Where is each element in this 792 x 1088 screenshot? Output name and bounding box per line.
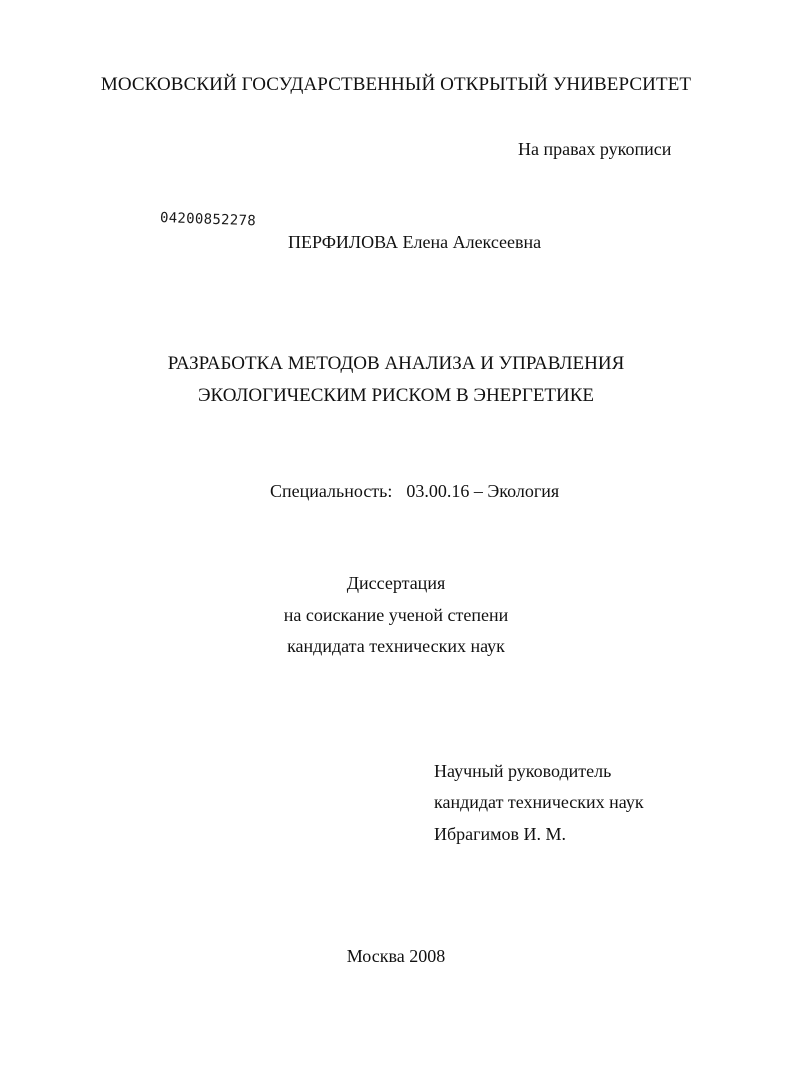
thesis-title-line-2: ЭКОЛОГИЧЕСКИМ РИСКОМ В ЭНЕРГЕТИКЕ: [197, 385, 595, 406]
supervisor-role: Научный руководитель: [434, 761, 612, 781]
specialty-value: 03.00.16 – Экология: [406, 481, 560, 501]
degree-name: кандидата технических наук: [287, 636, 505, 656]
supervisor-degree: кандидат технических наук: [434, 792, 644, 812]
stamp-number: 04200852278: [159, 210, 257, 230]
degree-purpose: на соискание ученой степени: [283, 605, 509, 625]
thesis-title-line-1: РАЗРАБОТКА МЕТОДОВ АНАЛИЗА И УПРАВЛЕНИЯ: [167, 353, 625, 374]
author-name: ПЕРФИЛОВА Елена Алексеевна: [288, 232, 542, 252]
specialty-line: [270, 480, 559, 502]
dissertation-type: Диссертация: [346, 573, 446, 593]
supervisor-name: Ибрагимов И. М.: [434, 824, 567, 844]
manuscript-note: На правах рукописи: [518, 139, 672, 159]
city-year: Москва 2008: [346, 946, 446, 966]
university-name: МОСКОВСКИЙ ГОСУДАРСТВЕННЫЙ ОТКРЫТЫЙ УНИВЕРСИТЕТ: [100, 74, 692, 95]
specialty-label: Специальность:: [270, 481, 393, 501]
